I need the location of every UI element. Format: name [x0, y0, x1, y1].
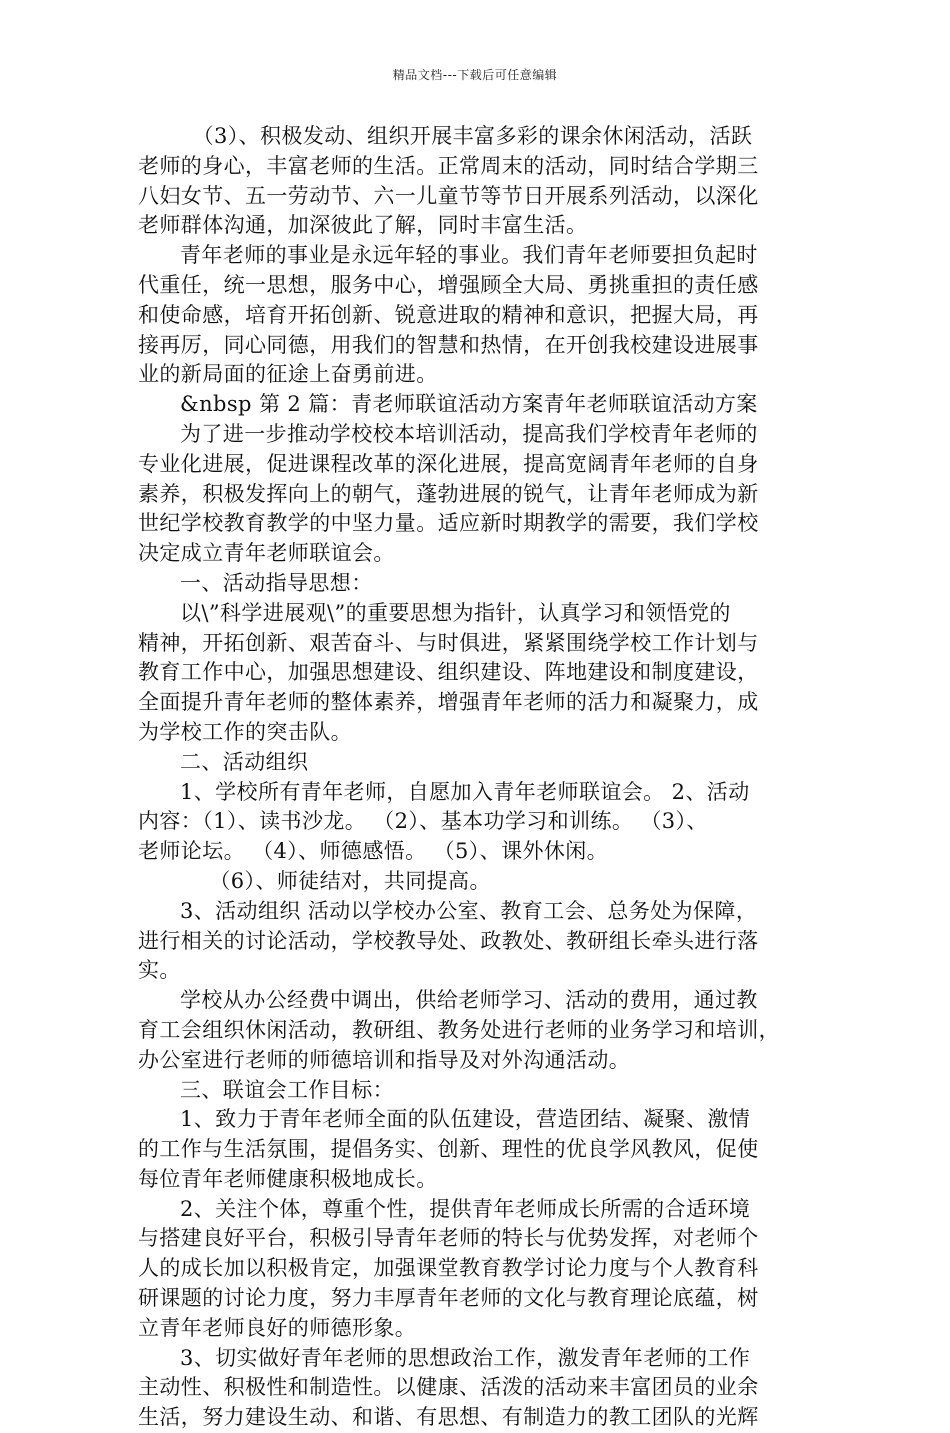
text-line: 老师论坛。 （4）、师德感悟。 （5）、课外休闲。 [138, 839, 609, 864]
text-line: 1、致力于青年老师全面的队伍建设，营造团结、凝聚、激情 [180, 1107, 751, 1132]
text-line: 全面提升青年老师的整体素养，增强青年老师的活力和凝聚力，成 [138, 690, 759, 715]
paragraph-activity-3 [138, 122, 818, 241]
text-line: 专业化进展，促进课程改革的深化进展，提高宽阔青年老师的自身 [138, 451, 759, 476]
text-line: 生活，努力建设生动、和谐、有思想、有制造力的教工团队的光辉 [138, 1405, 759, 1430]
text-line: 老师群体沟通，加深彼此了解，同时丰富生活。 [138, 213, 588, 238]
text-line: 精神，开拓创新、艰苦奋斗、与时俱进，紧紧围绕学校工作计划与 [138, 630, 759, 655]
page-header: 精品文档---下载后可任意编辑 [392, 68, 558, 82]
text-line: 每位青年老师健康积极地成长。 [138, 1166, 438, 1191]
text-line: 素养，积极发挥向上的朝气，蓬勃进展的锐气，让青年老师成为新 [138, 481, 759, 506]
text-line: 和使命感，培育开拓创新、锐意进取的精神和意识，把握大局，再 [138, 302, 759, 327]
paragraph-mentorship [138, 867, 818, 897]
text-line: 内容：（1）、读书沙龙。 （2）、基本功学习和训练。 （3）、 [138, 809, 708, 834]
text-line: 老师的身心，丰富老师的生活。正常周末的活动，同时结合学期三 [138, 153, 759, 178]
text-line: 青年老师的事业是永远年轻的事业。我们青年老师要担负起时 [180, 243, 758, 268]
paragraph-goal-3 [138, 1344, 818, 1433]
text-line: 决定成立青年老师联谊会。 [138, 541, 395, 566]
paragraph-guiding-thought [138, 599, 818, 748]
text-line: 研课题的讨论力度，努力丰厚青年老师的文化与教育理论底蕴，树 [138, 1286, 759, 1311]
text-line: 为了进一步推动学校校本培训活动，提高我们学校青年老师的 [180, 421, 758, 446]
text-line: 八妇女节、五一劳动节、六一儿童节等节日开展系列活动，以深化 [138, 183, 759, 208]
paragraph-funding [138, 986, 818, 1075]
text-line: &nbsp 第 2 篇：青老师联谊活动方案青年老师联谊活动方案 [180, 392, 758, 417]
text-line: 育工会组织休闲活动，教研组、教务处进行老师的业务学习和培训， [138, 1017, 780, 1042]
text-line: 与搭建良好平台，积极引导青年老师的特长与优势发挥，对老师个 [138, 1226, 759, 1251]
text-line: 代重任，统一思想，服务中心，增强顾全大局、勇挑重担的责任感 [138, 272, 759, 297]
text-line: 为学校工作的突击队。 [138, 719, 352, 744]
text-line: （6）、师徒结对，共同提高。 [209, 868, 491, 893]
text-line: 一、活动指导思想： [180, 570, 373, 595]
text-line: 2、关注个体，尊重个性，提供青年老师成长所需的合适环境 [180, 1196, 751, 1221]
heading-guiding-thought [138, 569, 818, 599]
paragraph-goal-2 [138, 1195, 818, 1344]
heading-work-goals [138, 1076, 818, 1106]
text-line: 三、联谊会工作目标： [180, 1077, 394, 1102]
text-line: 办公室进行老师的师德培训和指导及对外沟通活动。 [138, 1047, 631, 1072]
paragraph-purpose [138, 420, 818, 569]
text-line: 以\”科学进展观\”的重要思想为指针，认真学习和领悟党的 [180, 600, 731, 625]
document-body [138, 122, 818, 1433]
text-line: 3、活动组织 活动以学校办公室、教育工会、总务处为保障， [180, 898, 758, 923]
section-title-part-2 [138, 390, 818, 420]
text-line: 世纪学校教育教学的中坚力量。适应新时期教学的需要，我们学校 [138, 511, 759, 536]
text-line: 实。 [138, 958, 181, 983]
heading-activity-organization [138, 748, 818, 778]
text-line: 进行相关的讨论活动，学校教导处、政教处、教研组长牵头进行落 [138, 928, 759, 953]
text-line: 立青年老师良好的师德形象。 [138, 1315, 417, 1340]
text-line: 接再厉，同心同德，用我们的智慧和热情，在开创我校建设进展事 [138, 332, 759, 357]
paragraph-organization-support [138, 897, 818, 986]
text-line: 业的新局面的征途上奋勇前进。 [138, 362, 438, 387]
paragraph-youth-career [138, 241, 818, 390]
text-line: 学校从办公经费中调出，供给老师学习、活动的费用，通过教 [180, 988, 758, 1013]
paragraph-goal-1 [138, 1105, 818, 1194]
text-line: 人的成长加以积极肯定，加强课堂教育教学讨论力度与个人教育科 [138, 1256, 759, 1281]
text-line: 教育工作中心，加强思想建设、组织建设、阵地建设和制度建设， [138, 660, 759, 685]
text-line: 二、活动组织 [180, 749, 309, 774]
text-line: 主动性、积极性和制造性。以健康、活泼的活动来丰富团员的业余 [138, 1375, 759, 1400]
text-line: （3）、积极发动、组织开展丰富多彩的课余休闲活动，活跃 [192, 124, 753, 148]
text-line: 的工作与生活氛围，提倡务实、创新、理性的优良学风教风，促使 [138, 1137, 759, 1162]
text-line: 3、切实做好青年老师的思想政治工作，激发青年老师的工作 [180, 1345, 751, 1370]
paragraph-activity-content [138, 778, 818, 867]
text-line: 1、学校所有青年老师，自愿加入青年老师联谊会。 2、活动 [180, 779, 750, 804]
